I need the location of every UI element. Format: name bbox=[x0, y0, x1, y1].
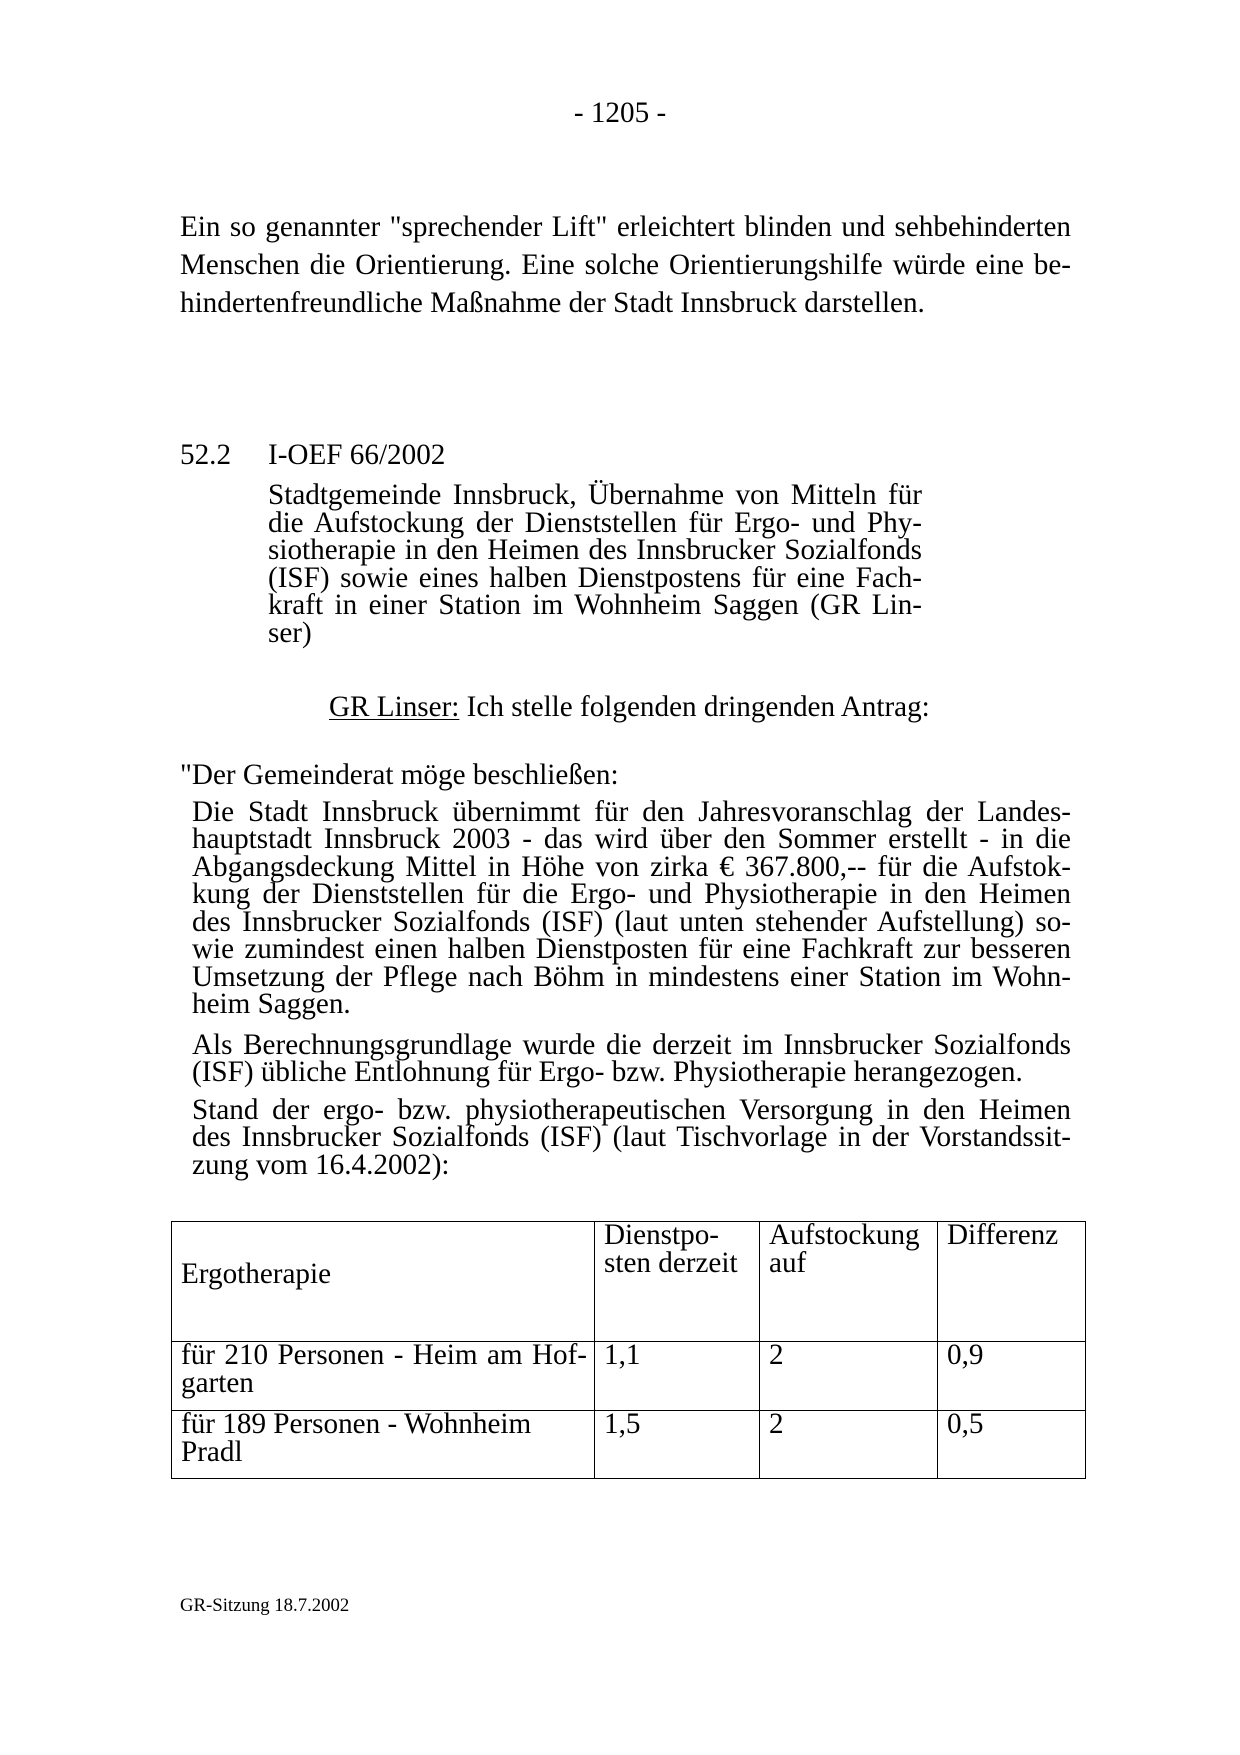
table-cell-current-posts bbox=[595, 1411, 760, 1479]
motion-paragraph-line: zung vom 16.4.2002): bbox=[192, 1148, 450, 1181]
motion-paragraph-line: Abgangsdeckung Mittel in Höhe von zirka € 367.800,-- für die Aufstok- bbox=[192, 850, 1071, 883]
cell-line: Pradl bbox=[181, 1435, 243, 1468]
cell-line: auf bbox=[769, 1246, 807, 1279]
motion-paragraph-line: Als Berechnungsgrundlage wurde die derzeit im Innsbrucker Sozialfonds bbox=[192, 1029, 1071, 1061]
motion-paragraph-line: (ISF) übliche Entlohnung für Ergo- bzw. Physiotherapie herangezogen. bbox=[192, 1056, 1023, 1089]
agenda-item-title-line: siotherapie in den Heimen des Innsbrucker Sozialfonds bbox=[268, 534, 922, 567]
intro-paragraph-line: Menschen die Orientierung. Eine solche Orientierungshilfe würde eine be- bbox=[180, 249, 1071, 281]
speaker-name: GR Linser: bbox=[329, 691, 460, 723]
motion-paragraph-line: Umsetzung der Pflege nach Böhm in mindestens einer Station im Wohn- bbox=[192, 960, 1071, 993]
cell-line: Ergotherapie bbox=[181, 1258, 332, 1290]
header-cell-current-posts bbox=[595, 1222, 760, 1342]
motion-paragraph bbox=[192, 1094, 1071, 1181]
table-cell-difference bbox=[938, 1411, 1086, 1479]
cell-line: 1,5 bbox=[604, 1410, 641, 1440]
motion-paragraph-line: des Innsbrucker Sozialfonds (ISF) (laut Tischvorlage in der Vorstandssit- bbox=[192, 1121, 1071, 1154]
cell-line: Aufstockung bbox=[769, 1221, 920, 1251]
table-cell-current-posts bbox=[595, 1342, 760, 1411]
cell-line: 2 bbox=[769, 1341, 784, 1371]
table-cell-difference bbox=[938, 1342, 1086, 1411]
agenda-item-number: 52.2 bbox=[180, 439, 232, 471]
table-row bbox=[172, 1342, 1086, 1411]
table-header-row bbox=[172, 1222, 1086, 1342]
agenda-item-title-line: Stadtgemeinde Innsbruck, Übernahme von Mitteln für bbox=[268, 479, 922, 511]
intro-paragraph-line: Ein so genannter "sprechender Lift" erleichtert blinden und sehbehinderten bbox=[180, 211, 1071, 243]
page-footer: GR-Sitzung 18.7.2002 bbox=[180, 1595, 350, 1616]
table-cell-description bbox=[172, 1342, 595, 1411]
agenda-item-title-line: (ISF) sowie eines halben Dienstpostens für eine Fach- bbox=[268, 561, 922, 594]
motion-paragraph-line: Die Stadt Innsbruck übernimmt für den Jahresvoranschlag der Landes- bbox=[192, 796, 1071, 828]
cell-line: für 210 Personen - Heim am Hof- bbox=[181, 1341, 587, 1371]
cell-line: für 189 Personen - Wohnheim bbox=[181, 1410, 532, 1440]
motion-paragraph-line: heim Saggen. bbox=[192, 988, 351, 1021]
header-cell-category bbox=[172, 1222, 595, 1342]
agenda-item-title-line: kraft in einer Station im Wohnheim Saggen (GR Lin- bbox=[268, 589, 922, 622]
agenda-item-code: I-OEF 66/2002 bbox=[268, 439, 446, 471]
cell-line: Differenz bbox=[947, 1221, 1059, 1251]
agenda-item-title-line: die Aufstockung der Dienststellen für Ergo- und Phy- bbox=[268, 506, 922, 539]
agenda-item-title-line: ser) bbox=[268, 616, 312, 649]
cell-line: 2 bbox=[769, 1410, 784, 1440]
motion-paragraph-line: wie zumindest einen halben Dienstposten für eine Fachkraft zur besseren bbox=[192, 933, 1071, 966]
cell-line: sten derzeit bbox=[604, 1246, 738, 1279]
motion-intro: "Der Gemeinderat möge beschließen: bbox=[180, 759, 619, 791]
cell-line: garten bbox=[181, 1366, 254, 1399]
cell-line: Dienstpo- bbox=[604, 1221, 719, 1251]
motion-paragraph-line: Stand der ergo- bzw. physiotherapeutischen Versorgung in den Heimen bbox=[192, 1094, 1071, 1126]
motion-paragraph-line: hauptstadt Innsbruck 2003 - das wird über den Sommer erstellt - in die bbox=[192, 823, 1071, 856]
cell-line: 0,9 bbox=[947, 1341, 984, 1371]
table-cell-description bbox=[172, 1411, 595, 1479]
header-cell-difference bbox=[938, 1222, 1086, 1342]
page-number: - 1205 - bbox=[573, 97, 667, 129]
intro-paragraph-line: hindertenfreundliche Maßnahme der Stadt Innsbruck darstellen. bbox=[180, 287, 925, 319]
table-cell-increase-to bbox=[760, 1411, 938, 1479]
staffing-table bbox=[171, 1221, 1086, 1479]
speech-line bbox=[329, 693, 930, 721]
table-row bbox=[172, 1411, 1086, 1479]
motion-paragraph-line: kung der Dienststellen für die Ergo- und Physiotherapie in den Heimen bbox=[192, 878, 1071, 911]
cell-line: 0,5 bbox=[947, 1410, 984, 1440]
intro-paragraph bbox=[180, 208, 1071, 322]
motion-paragraph-line: des Innsbrucker Sozialfonds (ISF) (laut unten stehender Aufstellung) so- bbox=[192, 905, 1071, 938]
motion-paragraph bbox=[192, 796, 1071, 1021]
cell-line: 1,1 bbox=[604, 1341, 641, 1371]
table-cell-increase-to bbox=[760, 1342, 938, 1411]
motion-paragraph bbox=[192, 1029, 1071, 1089]
header-cell-increase-to bbox=[760, 1222, 938, 1342]
agenda-item-title bbox=[268, 479, 922, 649]
speech-text: Ich stelle folgenden dringenden Antrag: bbox=[466, 691, 930, 723]
